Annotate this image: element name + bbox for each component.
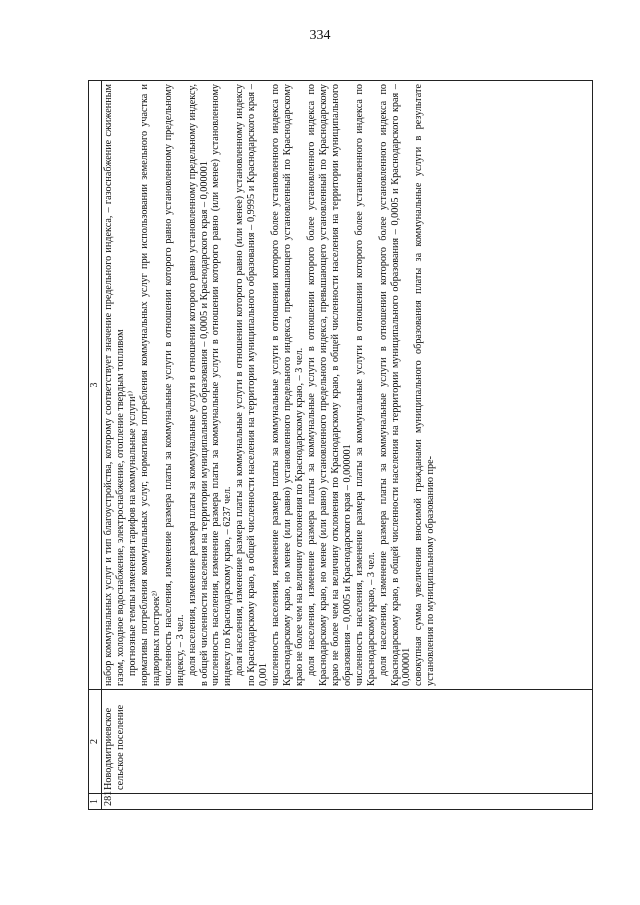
column-header: 3: [89, 81, 102, 690]
table-header-row: [89, 81, 102, 810]
description-paragraph: доля населения, изменение размера платы за коммунальные услуги в отношении которого более установленного индекса по Краснодарскому краю, но менее (или равно) установленного предельного индекса, превышающего установленный по Краснодарскому краю не более чем на величину отклонения по Краснодарскому краю, в общей численности населения на территории муниципального образования – 0,0005 и Краснодарского края – 0,000001: [305, 84, 353, 686]
column-header: 1: [89, 794, 102, 810]
rotated-table-container: [88, 81, 593, 810]
description-paragraph: доля населения, изменение размера платы за коммунальные услуги в отношении которого равно установленному предельному индексу, в общей численности населения на территории муниципального образования – 0,0005 и Краснодарского края – 0,000001: [186, 84, 210, 686]
description-paragraph: набор коммунальных услуг и тип благоустройства, которому соответствует значение предельного индекса, – газоснабжение сжиженным газом, холодное водоснабжение, электроснабжение, отопление твердым топливом: [103, 84, 126, 686]
description-paragraph: численность населения, изменение размера платы за коммунальные услуги в отношении которого равно установленному предельному индексу, – 3 чел.: [162, 84, 186, 686]
description-paragraph: численность населения, изменение размера платы за коммунальные услуги в отношении которого более установленного индекса по Краснодарскому краю, но менее (или равно) установленного предельного индекса, превышающего установленный по Краснодарскому краю не более чем на величину отклонения по Краснодарскому краю, – 3 чел.: [270, 84, 305, 686]
description-paragraph: прогнозные темпы изменения тарифов на коммунальные услуги¹⁾: [126, 390, 138, 676]
description-paragraph: численность населения, изменение размера платы за коммунальные услуги в отношении которого равно (или менее) установленному индексу по Краснодарскому краю, – 6237 чел.: [210, 84, 234, 686]
column-header: 2: [89, 690, 102, 794]
row-description: [102, 81, 593, 690]
page-number: 334: [309, 28, 331, 43]
description-paragraph: совокупная сумма увеличения вносимой гражданами муниципального образования платы за коммунальные услуги в результате установления по муниципальному образованию пре-: [413, 84, 437, 686]
tariff-index-table: [88, 80, 593, 810]
row-number: 281: [102, 794, 593, 810]
description-paragraph: доля населения, изменение размера платы за коммунальные услуги в отношении которого равно (или менее) установленному индексу по Краснодарскому краю, в общей численности населения на территории муниципального образования – 0,9995 и Краснодарского края – 0,001: [234, 84, 270, 686]
table-row: [102, 81, 593, 810]
description-paragraph: доля населения, изменение размера платы за коммунальные услуги в отношении которого более установленного индекса по Краснодарскому краю, в общей численности населения на территории муниципального образования – 0,0005 и Краснодарского края – 0,000001: [377, 84, 413, 686]
description-paragraph: нормативы потребления коммунальных услуг, нормативы потребления коммунальных услуг при использовании земельного участка и надворных построек²⁾: [138, 84, 162, 686]
municipality-name: Новодмитриевское сельское поселение: [102, 690, 593, 794]
description-paragraph: численность населения, изменение размера платы за коммунальные услуги в отношении которого более установленного индекса по Краснодарскому краю, – 3 чел.: [353, 84, 377, 686]
